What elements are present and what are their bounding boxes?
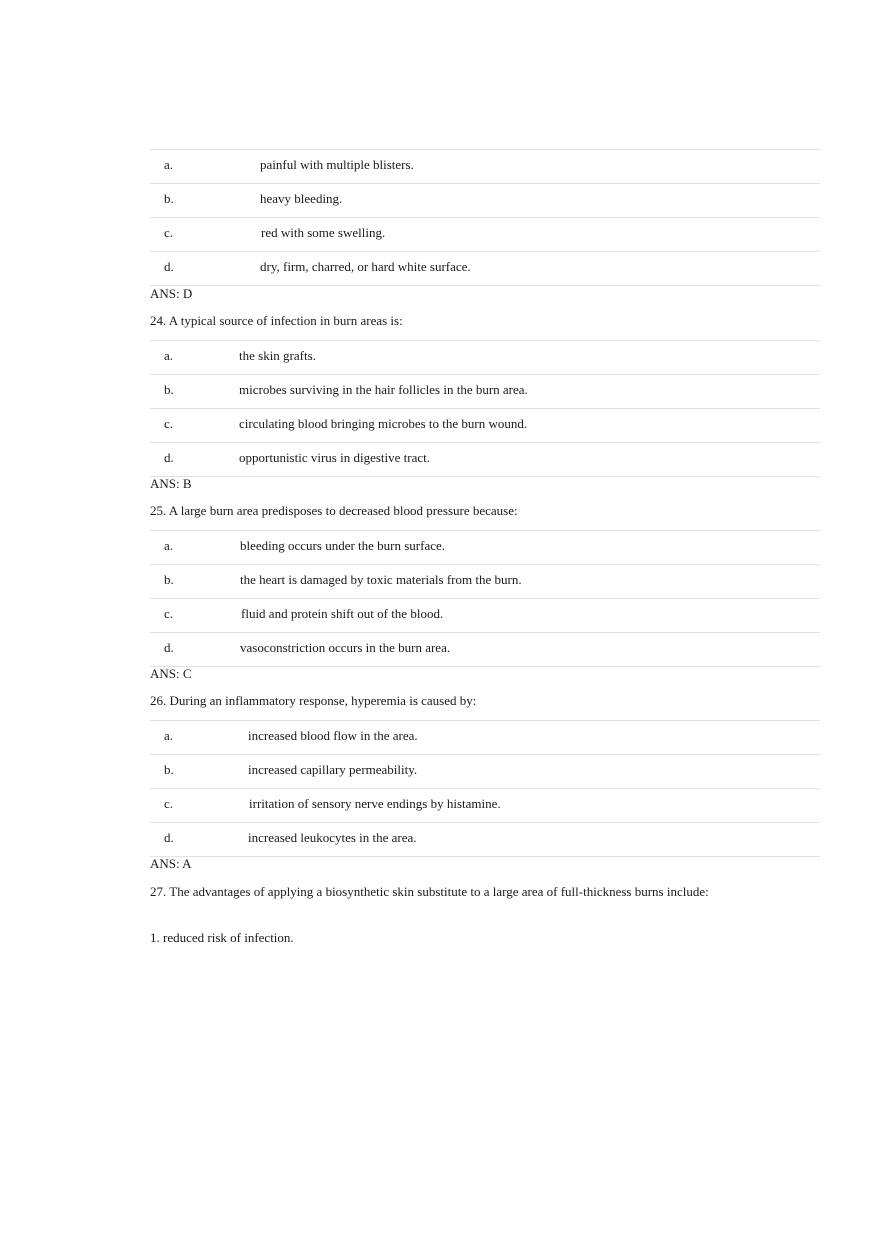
option-row	[150, 565, 820, 599]
option-letter: b.	[164, 382, 174, 397]
option-row	[150, 721, 820, 755]
option-row	[150, 375, 820, 409]
option-text: microbes surviving in the hair follicles in the burn area.	[239, 382, 528, 397]
question-27-list-item: 1. reduced risk of infection.	[150, 930, 294, 945]
question-27-stem: 27. The advantages of applying a biosynthetic skin substitute to a large area of full-thickness burns include:	[150, 884, 709, 899]
question-23-options	[150, 149, 820, 286]
option-text: the heart is damaged by toxic materials from the burn.	[240, 572, 522, 587]
question-25-stem: 25. A large burn area predisposes to decreased blood pressure because:	[150, 503, 518, 518]
option-letter: a.	[164, 538, 174, 553]
option-letter: a.	[164, 728, 174, 743]
option-row	[150, 252, 820, 286]
option-letter: a.	[164, 157, 174, 172]
option-row	[150, 184, 820, 218]
option-text: irritation of sensory nerve endings by histamine.	[249, 796, 501, 811]
question-25-options	[150, 530, 820, 667]
option-text: red with some swelling.	[261, 225, 386, 240]
question-26-options	[150, 720, 820, 857]
option-text: increased leukocytes in the area.	[248, 830, 417, 845]
option-letter: c.	[164, 606, 174, 621]
option-letter: d.	[164, 830, 174, 845]
option-text: fluid and protein shift out of the blood.	[241, 606, 444, 621]
option-text: the skin grafts.	[239, 348, 316, 363]
option-letter: c.	[164, 796, 174, 811]
option-text: bleeding occurs under the burn surface.	[240, 538, 446, 553]
option-text: circulating blood bringing microbes to the burn wound.	[239, 416, 528, 431]
option-text: heavy bleeding.	[260, 191, 343, 206]
option-row	[150, 341, 820, 375]
option-text: dry, firm, charred, or hard white surface.	[260, 259, 471, 274]
option-letter: b.	[164, 572, 174, 587]
answer-24: ANS: B	[150, 476, 192, 491]
answer-26: ANS: A	[150, 856, 192, 871]
option-row	[150, 150, 820, 184]
option-letter: c.	[164, 225, 174, 240]
answer-23: ANS: D	[150, 286, 193, 301]
option-row	[150, 823, 820, 857]
option-row	[150, 633, 820, 667]
question-26-stem: 26. During an inflammatory response, hyperemia is caused by:	[150, 693, 477, 708]
option-text: painful with multiple blisters.	[260, 157, 414, 172]
option-row	[150, 599, 820, 633]
option-text: increased blood flow in the area.	[248, 728, 418, 743]
option-row	[150, 755, 820, 789]
option-letter: c.	[164, 416, 174, 431]
option-letter: a.	[164, 348, 174, 363]
option-row	[150, 409, 820, 443]
question-24-stem: 24. A typical source of infection in burn areas is:	[150, 313, 403, 328]
option-row	[150, 531, 820, 565]
option-text: increased capillary permeability.	[248, 762, 418, 777]
answer-25: ANS: C	[150, 666, 192, 681]
option-row	[150, 789, 820, 823]
option-row	[150, 443, 820, 477]
option-letter: d.	[164, 450, 174, 465]
option-letter: d.	[164, 640, 174, 655]
option-text: vasoconstriction occurs in the burn area.	[240, 640, 451, 655]
option-letter: d.	[164, 259, 174, 274]
option-text: opportunistic virus in digestive tract.	[239, 450, 430, 465]
question-24-options	[150, 340, 820, 477]
option-row	[150, 218, 820, 252]
option-letter: b.	[164, 191, 174, 206]
option-letter: b.	[164, 762, 174, 777]
